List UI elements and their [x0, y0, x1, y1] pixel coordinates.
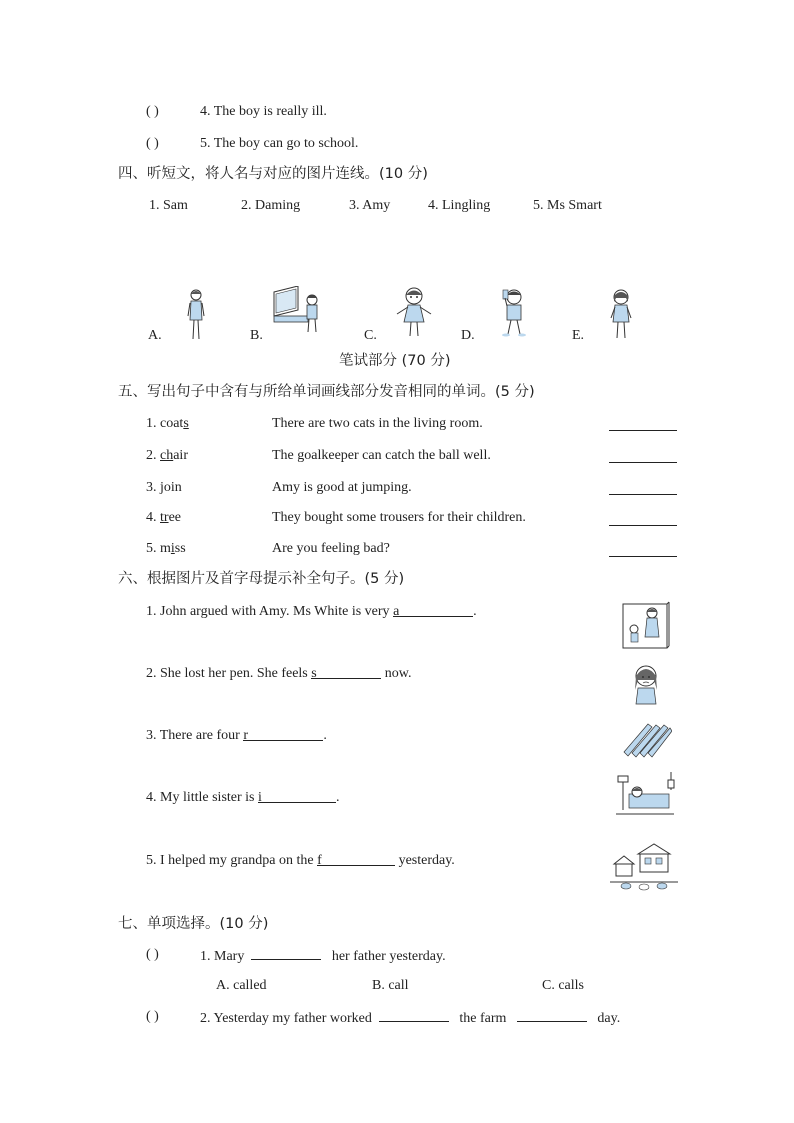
phonics-word: 5. miss — [146, 541, 186, 556]
statement-4: 4. The boy is really ill. — [200, 104, 327, 119]
answer-blank[interactable] — [609, 494, 677, 495]
picture-label-b: B. — [250, 328, 263, 343]
option-c[interactable]: C. calls — [542, 978, 584, 993]
sick-in-bed-picture — [615, 770, 675, 816]
phonics-sentence: Are you feeling bad? — [272, 541, 390, 556]
phonics-word: 4. tree — [146, 510, 181, 525]
name-lingling[interactable]: 4. Lingling — [428, 198, 491, 213]
phonics-word: 1. coats — [146, 416, 189, 431]
answer-paren[interactable]: ( ) — [146, 947, 159, 962]
fill-sentence-2: 2. She lost her pen. She feels s now. — [146, 666, 412, 681]
fill-blank[interactable]: f — [317, 853, 395, 866]
farm-picture — [610, 842, 678, 892]
answer-paren[interactable]: ( ) — [146, 136, 159, 151]
picture-label-e: E. — [572, 328, 585, 343]
fill-blank[interactable]: a — [393, 604, 473, 617]
picture-label-d: D. — [461, 328, 475, 343]
answer-blank[interactable] — [609, 430, 677, 431]
fill-sentence-4: 4. My little sister is i . — [146, 790, 340, 805]
question-2: 2. Yesterday my father worked the farm day. — [200, 1011, 621, 1026]
girl-arms-out-picture[interactable] — [394, 286, 434, 340]
section-4-heading: 四、听短文，将人名与对应的图片连线。(10 分) — [118, 166, 428, 182]
section-7-heading: 七、单项选择。(10 分) — [118, 916, 269, 932]
boy-at-board-picture[interactable] — [272, 286, 330, 336]
statement-5: 5. The boy can go to school. — [200, 136, 359, 151]
phonics-word: 3. join — [146, 480, 182, 495]
fill-blank[interactable]: s — [311, 666, 381, 679]
answer-blank[interactable] — [609, 556, 677, 557]
section-5-heading: 五、写出句子中含有与所给单词画线部分发音相同的单词。(5 分) — [118, 384, 535, 400]
rulers-picture — [622, 722, 672, 758]
phonics-sentence: Amy is good at jumping. — [272, 480, 412, 495]
name-ms-smart[interactable]: 5. Ms Smart — [533, 198, 602, 213]
option-b[interactable]: B. call — [372, 978, 409, 993]
sad-girl-picture — [630, 662, 662, 706]
fill-blank[interactable]: i — [258, 790, 336, 803]
phonics-sentence: They bought some trousers for their children. — [272, 510, 526, 525]
phonics-word: 2. chair — [146, 448, 188, 463]
boy-drinking-picture[interactable] — [494, 288, 534, 340]
fill-blank[interactable] — [517, 1009, 587, 1022]
fill-blank[interactable] — [379, 1009, 449, 1022]
woman-standing-picture[interactable] — [184, 288, 208, 342]
name-daming[interactable]: 2. Daming — [241, 198, 301, 213]
answer-paren[interactable]: ( ) — [146, 1009, 159, 1024]
argue-scene-picture — [622, 601, 670, 651]
picture-label-c: C. — [364, 328, 377, 343]
question-1: 1. Mary her father yesterday. — [200, 949, 446, 964]
section-6-heading: 六、根据图片及首字母提示补全句子。(5 分) — [118, 571, 405, 587]
name-amy[interactable]: 3. Amy — [349, 198, 391, 213]
girl-standing-picture[interactable] — [606, 288, 636, 342]
fill-sentence-3: 3. There are four r . — [146, 728, 327, 743]
fill-sentence-1: 1. John argued with Amy. Ms White is very a . — [146, 604, 477, 619]
answer-blank[interactable] — [609, 525, 677, 526]
phonics-sentence: There are two cats in the living room. — [272, 416, 483, 431]
answer-blank[interactable] — [609, 462, 677, 463]
option-a[interactable]: A. called — [216, 978, 267, 993]
fill-sentence-5: 5. I helped my grandpa on the f yesterday. — [146, 853, 455, 868]
phonics-sentence: The goalkeeper can catch the ball well. — [272, 448, 491, 463]
written-part-title: 笔试部分 (70 分) — [339, 353, 451, 369]
name-sam[interactable]: 1. Sam — [149, 198, 188, 213]
fill-blank[interactable]: r — [243, 728, 323, 741]
answer-paren[interactable]: ( ) — [146, 104, 159, 119]
picture-label-a: A. — [148, 328, 162, 343]
fill-blank[interactable] — [251, 947, 321, 960]
